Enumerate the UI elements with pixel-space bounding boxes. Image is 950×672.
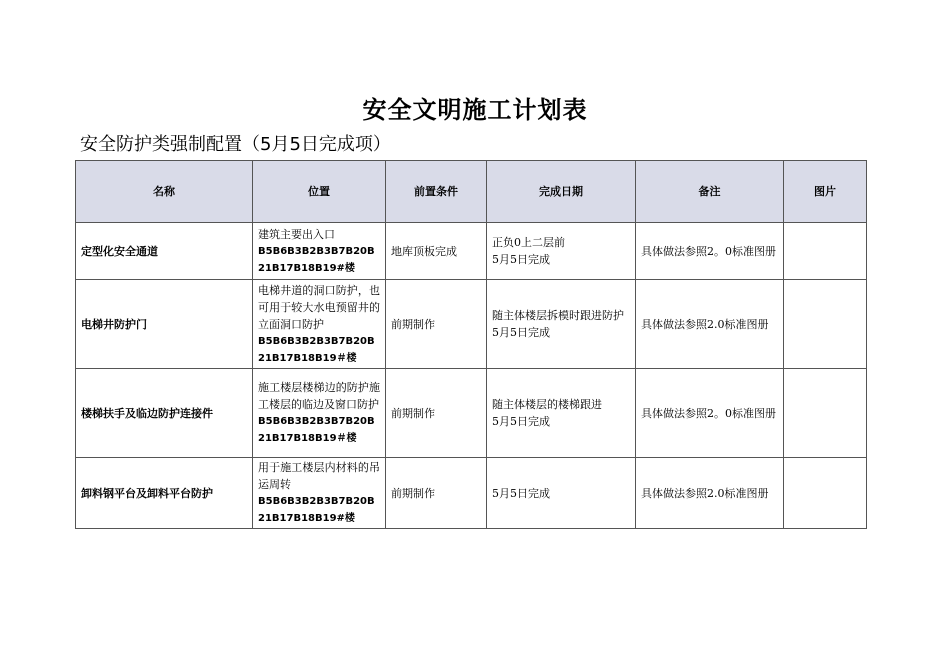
row-precondition: 前期制作: [386, 369, 487, 458]
date-line: 随主体楼层的楼梯跟进: [492, 398, 602, 411]
location-buildings: B5B6B3B2B3B7B20B21B17B18B19#楼: [258, 496, 375, 524]
location-buildings: B5B6B3B2B3B7B20B21B17B18B19#楼: [258, 245, 375, 274]
location-text: 用于施工楼层内材料的吊运周转: [258, 461, 380, 491]
header-completion-date: 完成日期: [487, 161, 636, 223]
row-precondition: 前期制作: [386, 280, 487, 369]
row-completion-date: [487, 280, 636, 369]
location-buildings: B5B6B3B2B3B7B20B21B17B18B19＃楼: [258, 335, 375, 364]
header-row: [76, 161, 867, 223]
table-row: [76, 280, 867, 369]
row-picture: [784, 458, 867, 529]
row-picture: [784, 369, 867, 458]
row-precondition: 地库顶板完成: [386, 223, 487, 280]
location-text: 施工楼层楼梯边的防护施工楼层的临边及窗口防护: [258, 381, 380, 411]
row-location: [253, 458, 386, 529]
row-name: 定型化安全通道: [76, 223, 253, 280]
date-line: 正负0上二层前: [492, 236, 565, 249]
location-text: 电梯井道的洞口防护，也可用于较大水电预留井的立面洞口防护: [258, 283, 380, 331]
plan-table: [75, 160, 867, 529]
row-remarks: 具体做法参照2.0标准图册: [636, 458, 784, 529]
date-line: 5月5日完成: [492, 253, 550, 266]
date-line: 随主体楼层拆模时跟进防护: [492, 309, 624, 322]
row-picture: [784, 280, 867, 369]
row-location: [253, 369, 386, 458]
section-heading: 安全防护类强制配置（5月5日完成项）: [80, 134, 391, 155]
table-row: [76, 458, 867, 529]
row-completion-date: [487, 458, 636, 529]
header-name: 名称: [76, 161, 253, 223]
row-location: [253, 280, 386, 369]
date-line: 5月5日完成: [492, 326, 550, 339]
date-line: 5月5日完成: [492, 486, 550, 500]
header-remarks: 备注: [636, 161, 784, 223]
header-picture: 图片: [784, 161, 867, 223]
location-text: 建筑主要出入口: [258, 227, 335, 241]
table-row: [76, 369, 867, 458]
row-name: 电梯井防护门: [76, 280, 253, 369]
row-completion-date: [487, 223, 636, 280]
document-title: 安全文明施工计划表: [362, 95, 588, 124]
table-body: [76, 223, 867, 529]
row-completion-date: [487, 369, 636, 458]
row-picture: [784, 223, 867, 280]
header-precondition: 前置条件: [386, 161, 487, 223]
row-name: 卸料钢平台及卸料平台防护: [76, 458, 253, 529]
row-remarks: 具体做法参照2。0标准图册: [636, 223, 784, 280]
table-row: [76, 223, 867, 280]
row-remarks: 具体做法参照2。0标准图册: [636, 369, 784, 458]
header-location: 位置: [253, 161, 386, 223]
row-remarks: 具体做法参照2.0标准图册: [636, 280, 784, 369]
row-precondition: 前期制作: [386, 458, 487, 529]
table-header: [76, 161, 867, 223]
location-buildings: B5B6B3B2B3B7B20B21B17B18B19＃楼: [258, 416, 375, 444]
date-line: 5月5日完成: [492, 415, 550, 428]
row-name: 楼梯扶手及临边防护连接件: [76, 369, 253, 458]
row-location: [253, 223, 386, 280]
